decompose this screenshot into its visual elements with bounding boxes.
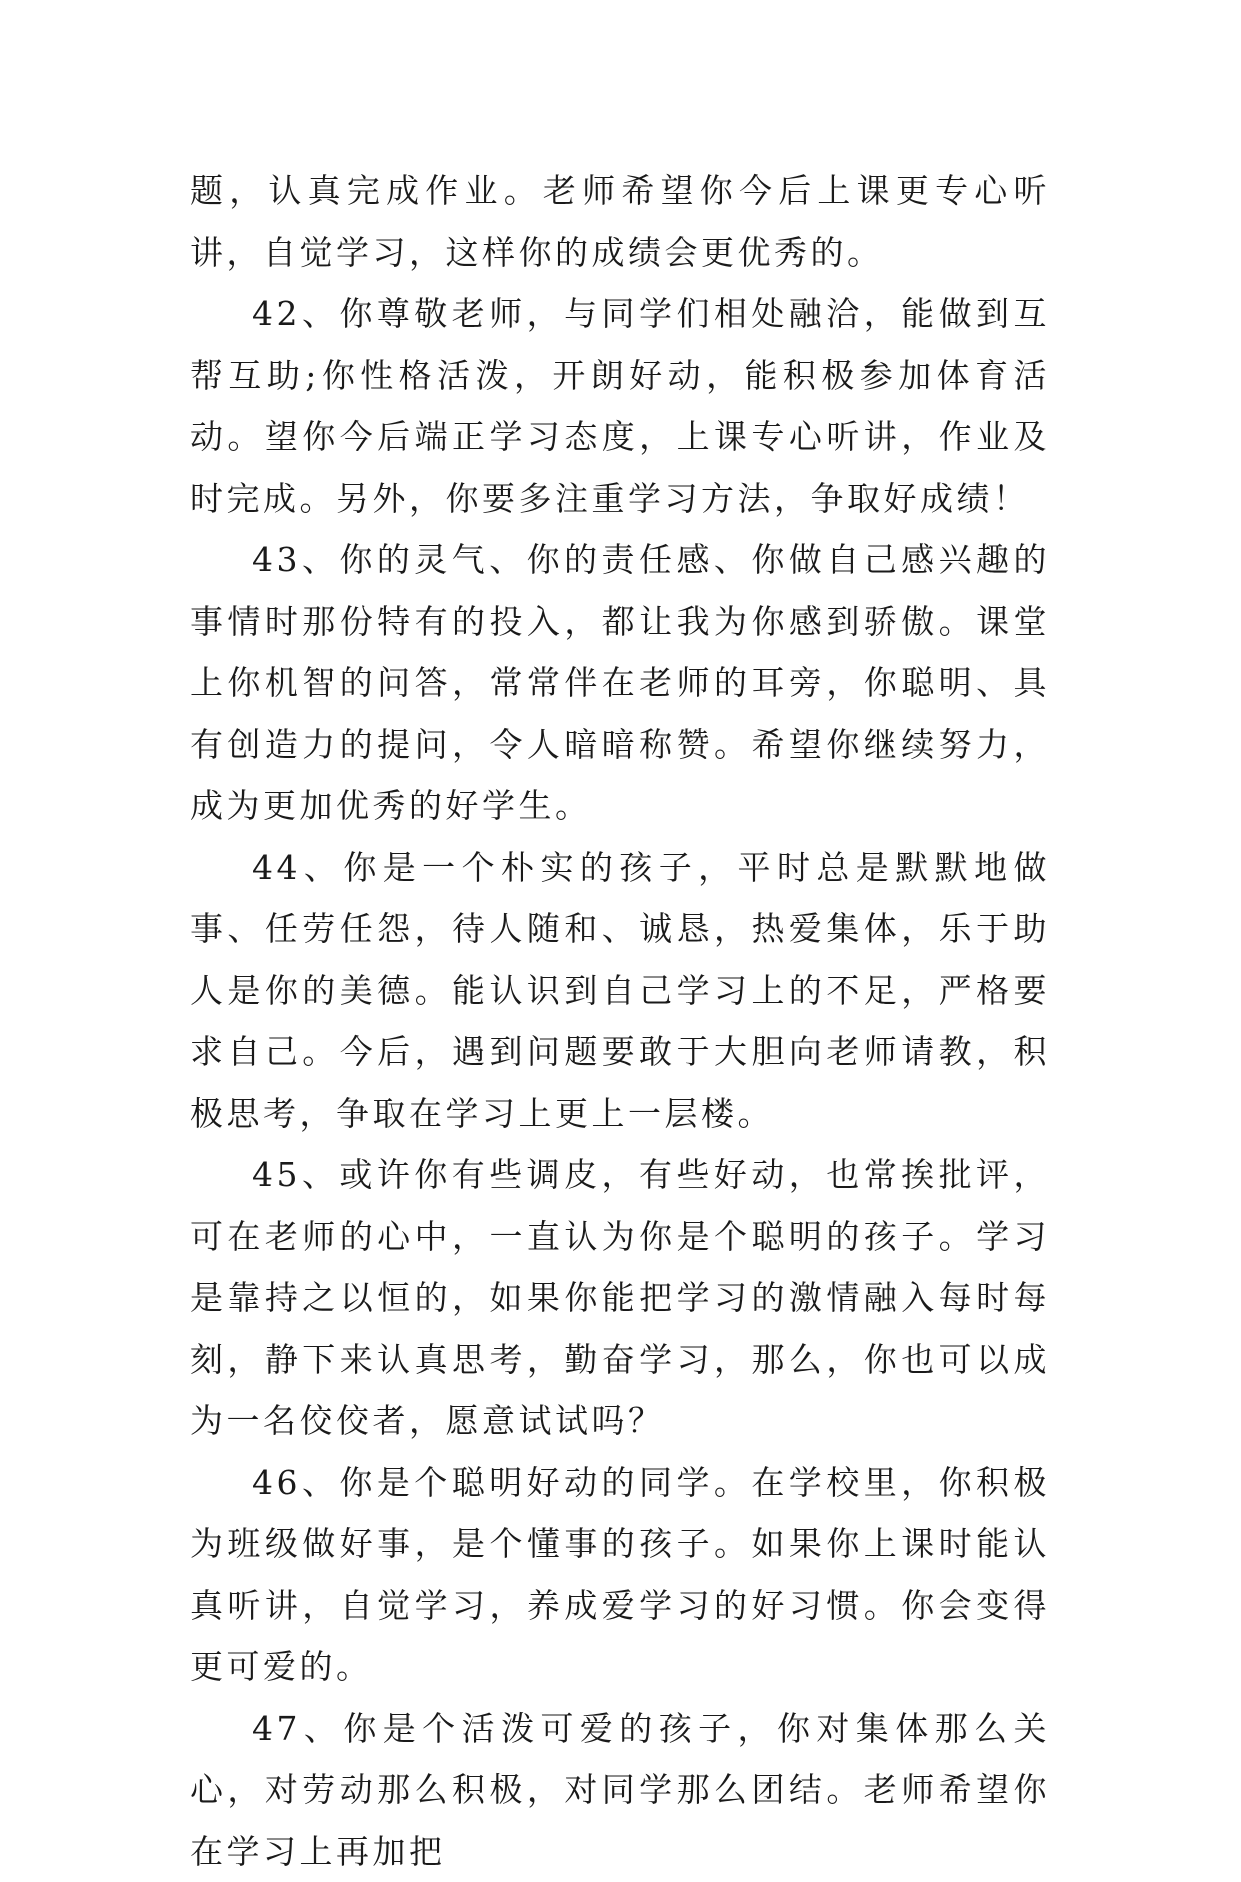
- paragraph-45: 45、或许你有些调皮，有些好动，也常挨批评，可在老师的心中，一直认为你是个聪明的孩子。学习是靠持之以恒的，如果你能把学习的激情融入每时每刻，静下来认真思考，勤奋学习，那么，你也可以成为一名佼佼者，愿意试试吗？: [190, 1144, 1050, 1452]
- paragraph-47: 47、你是个活泼可爱的孩子，你对集体那么关心，对劳动那么积极，对同学那么团结。老师希望你在学习上再加把: [190, 1698, 1050, 1882]
- paragraph-44: 44、你是一个朴实的孩子，平时总是默默地做事、任劳任怨，待人随和、诚恳，热爱集体，乐于助人是你的美德。能认识到自己学习上的不足，严格要求自己。今后，遇到问题要敢于大胆向老师请教，积极思考，争取在学习上更上一层楼。: [190, 837, 1050, 1145]
- paragraph-42: 42、你尊敬老师，与同学们相处融洽，能做到互帮互助;你性格活泼，开朗好动，能积极参加体育活动。望你今后端正学习态度，上课专心听讲，作业及时完成。另外，你要多注重学习方法，争取好成绩！: [190, 283, 1050, 529]
- document-body: [190, 160, 1050, 1882]
- paragraph-continued: 题，认真完成作业。老师希望你今后上课更专心听讲，自觉学习，这样你的成绩会更优秀的。: [190, 160, 1050, 283]
- paragraph-43: 43、你的灵气、你的责任感、你做自己感兴趣的事情时那份特有的投入，都让我为你感到骄傲。课堂上你机智的问答，常常伴在老师的耳旁，你聪明、具有创造力的提问，令人暗暗称赞。希望你继续努力，成为更加优秀的好学生。: [190, 529, 1050, 837]
- paragraph-46: 46、你是个聪明好动的同学。在学校里，你积极为班级做好事，是个懂事的孩子。如果你上课时能认真听讲，自觉学习，养成爱学习的好习惯。你会变得更可爱的。: [190, 1452, 1050, 1698]
